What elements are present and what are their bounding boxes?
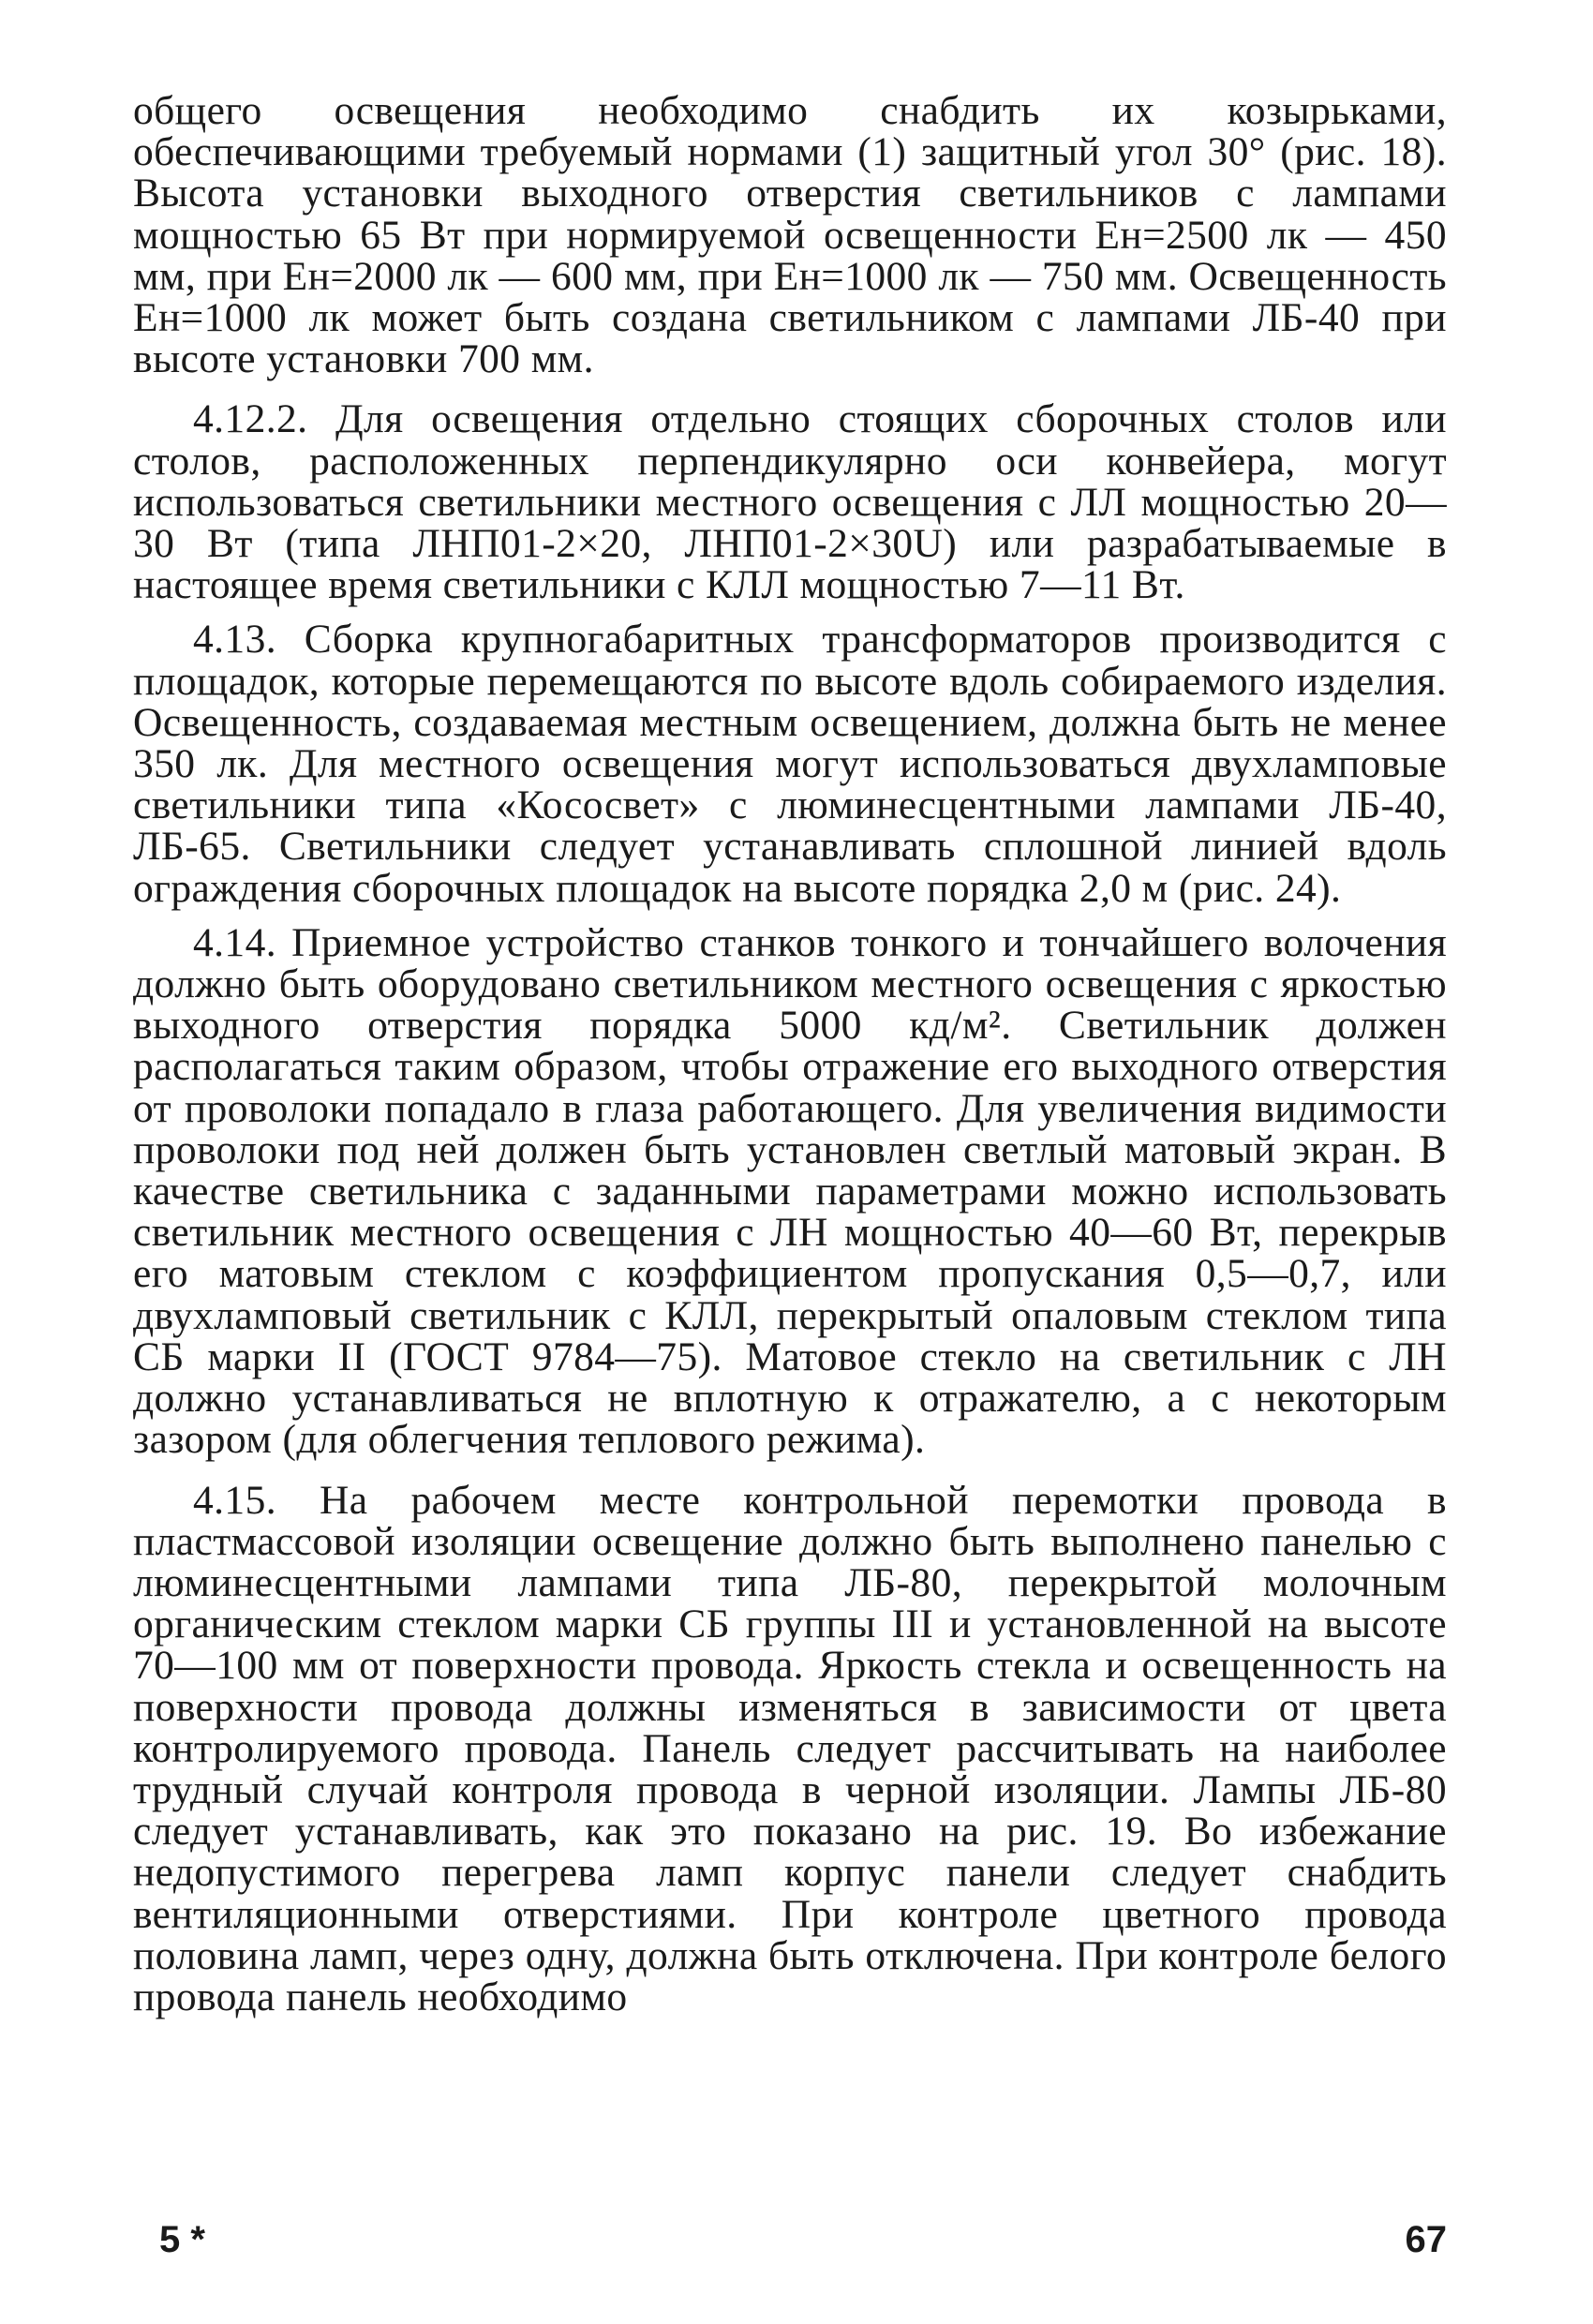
paragraph-4-13: 4.13. Сборка крупногабаритных трансформаторов производится с площадок, которые перемещаются по высоте вдоль собираемого изделия. Освещенность, создаваемая местным освещением, должна быть не менее 350 лк. Для местного освещения могут использоваться двухламповые светильники типа «Кососвет» с люминесцентными лампами ЛБ-40, ЛБ-65. Светильники следует устанавливать сплошной линией вдоль ограждения сборочных площадок на высоте порядка 2,0 м (рис. 24).	[133, 617, 1447, 911]
paragraph-4-14: 4.14. Приемное устройство станков тонкого и тончайшего волочения должно быть оборудовано светильником местного освещения с яркостью выходного отверстия порядка 5000 кд/м². Светильник должен располагаться таким образом, чтобы отражение его выходного отверстия от проволоки попадало в глаза работающего. Для увеличения видимости проволоки под ней должен быть установлен светлый матовый экран. В качестве светильника с заданными параметрами можно использовать светильник местного освещения с ЛН мощностью 40—60 Вт, перекрыв его матовым стеклом с коэффициентом пропускания 0,5—0,7, или двухламповый светильник с КЛЛ, перекрытый опаловым стеклом типа СБ марки II (ГОСТ 9784—75). Матовое стекло на светильник с ЛН должно устанавливаться не вплотную к отражателю, а с некоторым зазором (для облегчения теплового режима).	[133, 919, 1447, 1463]
paragraph-4-12-2: 4.12.2. Для освещения отдельно стоящих сборочных столов или столов, расположенных перпендикулярно оси конвейера, могут использоваться светильники местного освещения с ЛЛ мощностью 20—30 Вт (типа ЛНП01-2×20, ЛНП01-2×30U) или разрабатываемые в настоящее время светильники с КЛЛ мощностью 7—11 Вт.	[133, 396, 1447, 608]
page-number: 67	[1405, 2219, 1447, 2260]
paragraph-continued: общего освещения необходимо снабдить их козырьками, обеспечивающими требуемый нормами (1) защитный угол 30° (рис. 18). Высота установки выходного отверстия светильников с лампами мощностью 65 Вт при нормируемой освещенности Eн=2500 лк — 450 мм, при Eн=2000 лк — 600 мм, при Eн=1000 лк — 750 мм. Освещенность Eн=1000 лк может быть создана светильником с лампами ЛБ-40 при высоте установки 700 мм.	[133, 88, 1447, 382]
printer-signature-mark: 5 *	[159, 2219, 205, 2260]
page-body	[133, 90, 1447, 2018]
paragraph-4-15: 4.15. На рабочем месте контрольной перемотки провода в пластмассовой изоляции освещение должно быть выполнено панелью с люминесцентными лампами типа ЛБ-80, перекрытой молочным органическим стеклом марки СБ группы III и установленной на высоте 70—100 мм от поверхности провода. Яркость стекла и освещенность на поверхности провода должны изменяться в зависимости от цвета контролируемого провода. Панель следует рассчитывать на наиболее трудный случай контроля провода в черной изоляции. Лампы ЛБ-80 следует устанавливать, как это показано на рис. 19. Во избежание недопустимого перегрева ламп корпус панели следует снабдить вентиляционными отверстиями. При контроле цветного провода половина ламп, через одну, должна быть отключена. При контроле белого провода панель необходимо	[133, 1477, 1447, 2019]
page-footer	[133, 2219, 1447, 2275]
